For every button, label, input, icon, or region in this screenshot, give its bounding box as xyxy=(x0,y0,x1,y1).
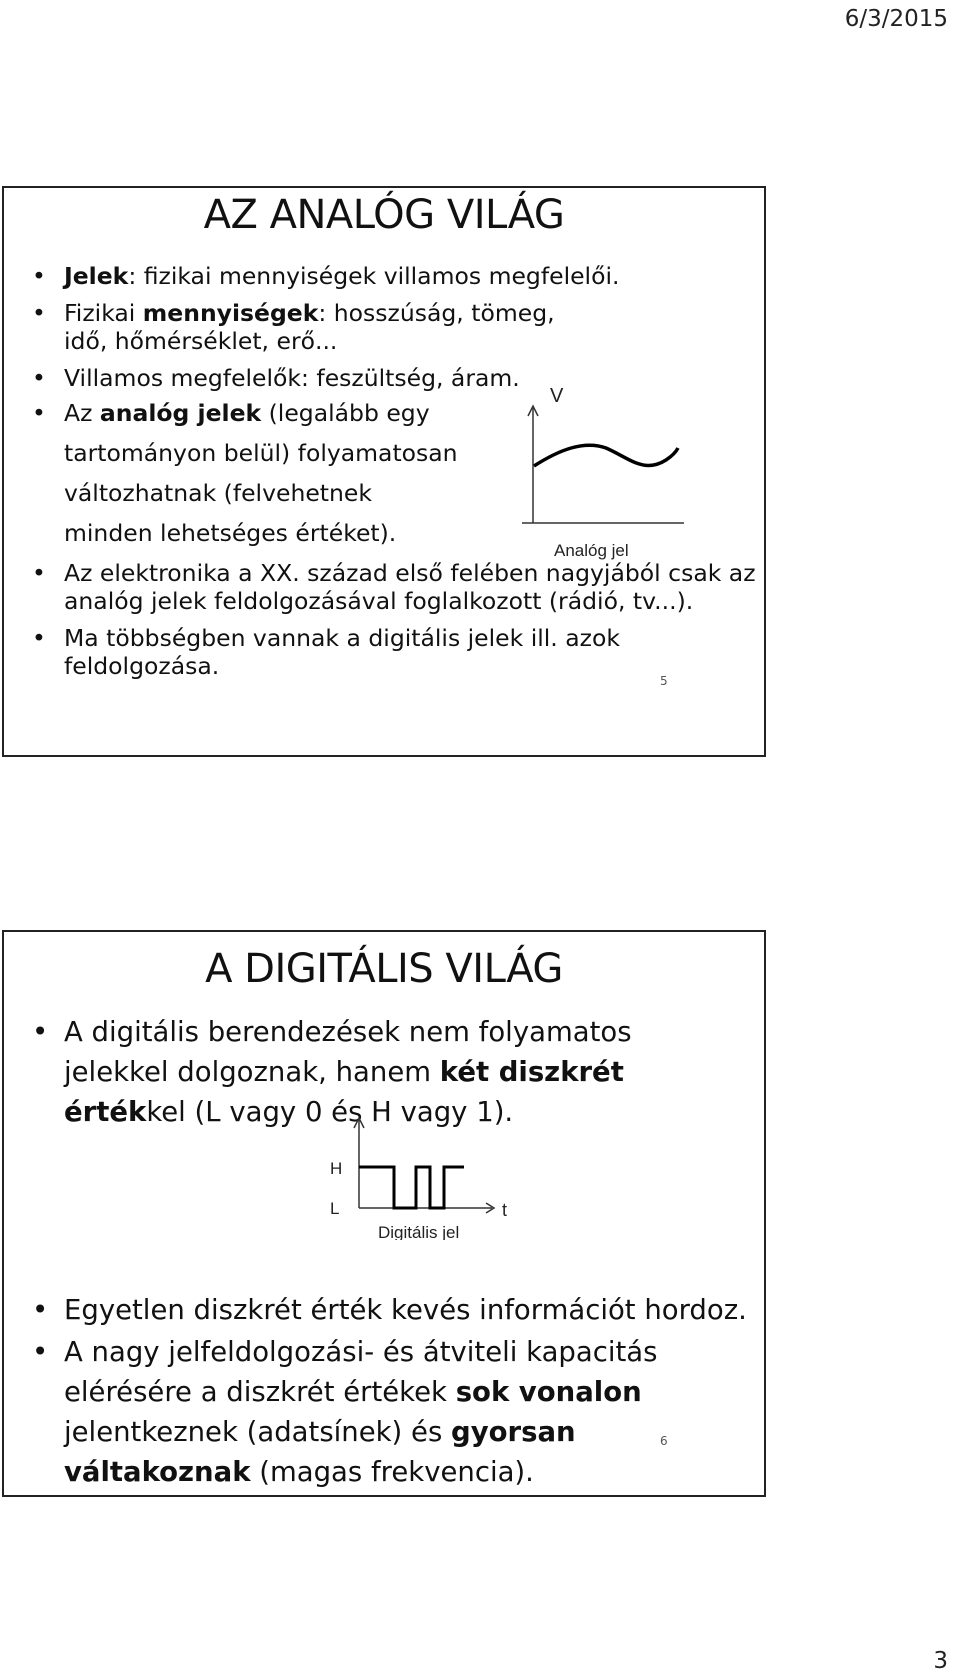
figure-caption: Digitális jel xyxy=(378,1223,460,1240)
digital-signal-figure xyxy=(324,1110,544,1240)
bullet-item: • A digitális berendezések nem folyamatos jelekkel dolgoznak, hanem két diszkrét értékkel (L vagy 0 és H vagy 1). xyxy=(32,1012,744,1132)
bullet-item: • Egyetlen diszkrét érték kevés információt hordoz. xyxy=(32,1290,752,1330)
page-number: 3 xyxy=(933,1648,948,1674)
document-date: 6/3/2015 xyxy=(844,6,948,32)
digital-waveform xyxy=(359,1167,464,1208)
axis-label-v: V xyxy=(550,385,564,407)
bullet-list xyxy=(32,1012,752,1492)
bullet-item: • Villamos megfelelők: feszültség, áram. xyxy=(32,364,752,392)
bullet-item: • Ma többségben vannak a digitális jelek ill. azok feldolgozása. xyxy=(32,624,754,680)
figure-caption: Analóg jel xyxy=(554,541,629,560)
high-level-label: H xyxy=(330,1159,343,1178)
slide-title: A DIGITÁLIS VILÁG xyxy=(205,946,563,992)
time-axis-label: t xyxy=(502,1200,508,1220)
bullet-item: • Fizikai mennyiségek: hosszúság, tömeg, idő, hőmérséklet, erő... xyxy=(32,299,604,355)
bullet-item: • Az elektronika a XX. század első felében nagyjából csak az analóg jelek feldolgozásával foglalkozott (rádió, tv...). xyxy=(32,559,764,615)
slide-analog xyxy=(2,186,766,757)
slide-number: 6 xyxy=(660,1434,668,1448)
bullet-item: • A nagy jelfeldolgozási- és átviteli kapacitás elérésére a diszkrét értékek sok vonalon jelentkeznek (adatsínek) és gyorsan váltakoznak (magas frekvencia). xyxy=(32,1332,704,1492)
slide-digital xyxy=(2,930,766,1497)
analog-waveform xyxy=(534,445,678,466)
slide-number: 5 xyxy=(660,674,668,688)
low-level-label: L xyxy=(330,1199,340,1218)
bullet-item: • Jelek: fizikai mennyiségek villamos megfelelői. xyxy=(32,262,752,290)
analog-signal-figure xyxy=(514,378,724,568)
bullet-item: • Az analóg jelek (legalább egy tartományon belül) folyamatosan változhatnak (felvehetnek minden lehetséges értéket). xyxy=(32,393,464,553)
slide-title: AZ ANALÓG VILÁG xyxy=(203,192,565,238)
